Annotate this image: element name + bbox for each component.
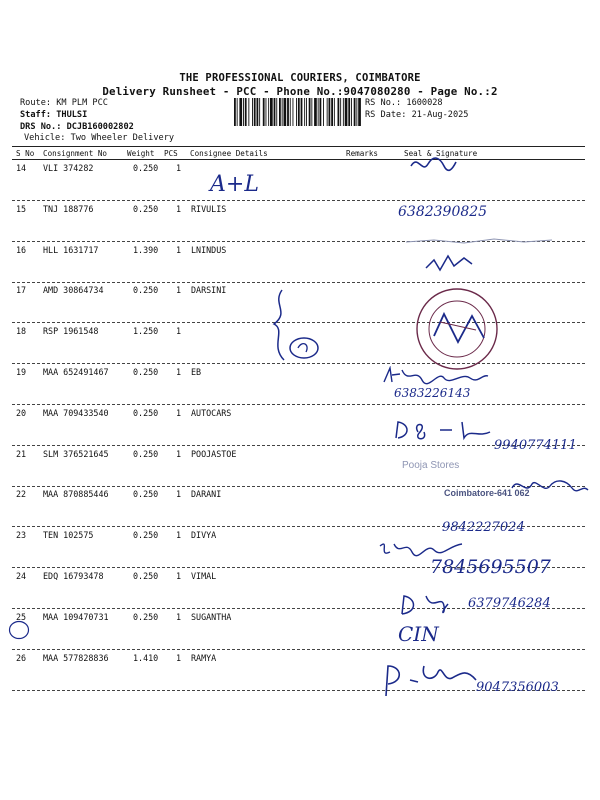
col-signature: Seal & Signature: [404, 149, 478, 158]
row-consignment-no: RSP 1961548: [43, 326, 99, 337]
row-sno: 24: [16, 571, 27, 581]
col-sno: S No: [16, 149, 35, 158]
col-consignment: Consignment No: [43, 149, 108, 158]
row-consignee: POOJASTOE: [191, 448, 237, 459]
row-sno: 25: [16, 611, 27, 622]
row-consignee: DARSINI: [191, 285, 227, 296]
phone-note-24: 6379746284: [468, 596, 551, 611]
row-consignee: VIMAL: [191, 571, 217, 581]
col-weight: Weight: [127, 149, 155, 158]
row-weight: 0.250: [133, 163, 159, 173]
row-weight: 0.250: [133, 530, 159, 541]
row-consignee: RAMYA: [191, 652, 217, 663]
row-weight: 0.250: [133, 367, 159, 377]
row-pcs: 1: [176, 407, 182, 418]
row-consignment-no: MAA 109470731: [43, 611, 109, 622]
table-row: [12, 608, 585, 650]
row-weight: 0.250: [133, 611, 159, 622]
col-consignee: Consignee Details: [190, 149, 268, 158]
signature-26: [380, 660, 480, 704]
row-consignment-no: HLL 1631717: [43, 244, 99, 255]
circled-row-marker: [8, 620, 30, 640]
row-consignment-no: MAA 709433540: [43, 407, 109, 418]
signature-24: [398, 592, 468, 622]
row-weight: 1.390: [133, 244, 159, 255]
col-remarks: Remarks: [346, 149, 379, 158]
row-pcs: 1: [176, 326, 182, 337]
signature-16: [424, 252, 474, 278]
row-pcs: 1: [176, 652, 182, 663]
signature-17-18: [266, 286, 326, 370]
faded-scribble-16: [404, 234, 554, 251]
rs-date: RS Date: 21-Aug-2025: [365, 110, 469, 120]
stamp-city: Coimbatore-641 062: [444, 488, 530, 498]
row-consignee: DARANI: [191, 489, 222, 500]
row-sno: 26: [16, 652, 27, 663]
atl-note: A+L: [210, 172, 259, 197]
row-consignee: EB: [191, 367, 202, 377]
phone-note-19: 6383226143: [394, 386, 471, 400]
row-pcs: 1: [176, 163, 182, 173]
row-sno: 21: [16, 448, 27, 459]
drs-label: DRS No.: DCJB160002802: [20, 122, 134, 132]
row-weight: 1.410: [133, 652, 159, 663]
row-sno: 17: [16, 285, 27, 296]
row-weight: 0.250: [133, 285, 159, 296]
row-weight: 0.250: [133, 448, 159, 459]
rs-number: RS No.: 1600028: [365, 98, 443, 108]
row-sno: 23: [16, 530, 27, 541]
row-pcs: 1: [176, 367, 182, 377]
table-header: [12, 146, 585, 160]
vehicle-label: Vehicle: Two Wheeler Delivery: [24, 133, 175, 143]
row-consignee: LNINDUS: [191, 244, 227, 255]
row-consignment-no: AMD 30864734: [43, 285, 104, 296]
row-sno: 18: [16, 326, 27, 337]
phone-note-23: 9842227024: [442, 520, 525, 535]
phone-note-20: 9940774111: [494, 438, 577, 453]
row-consignee: DIVYA: [191, 530, 217, 541]
cin-note-25: CIN: [398, 622, 439, 646]
stamp-store-name: Pooja Stores: [402, 460, 460, 471]
row-consignment-no: MAA 577828836: [43, 652, 109, 663]
row-pcs: 1: [176, 571, 182, 581]
row-sno: 14: [16, 163, 27, 173]
row-consignment-no: EDQ 16793478: [43, 571, 104, 581]
signature-14: [408, 152, 458, 181]
route-label: Route: KM PLM PCC: [20, 98, 108, 108]
row-weight: 0.250: [133, 489, 159, 500]
runsheet-subtitle: Delivery Runsheet - PCC - Phone No.:9047080280 - Page No.:2: [102, 85, 498, 98]
row-sno: 15: [16, 203, 27, 214]
row-weight: 0.250: [133, 203, 159, 214]
row-pcs: 1: [176, 611, 182, 622]
row-consignee: AUTOCARS: [191, 407, 232, 418]
signature-20: [392, 418, 502, 446]
staff-label: Staff: THULSI: [20, 110, 88, 120]
phone-note-15: 6382390825: [398, 204, 488, 220]
row-sno: 22: [16, 489, 27, 500]
phone-note-23b: 7845695507: [430, 556, 551, 578]
row-sno: 16: [16, 244, 27, 255]
barcode: [234, 98, 361, 126]
row-pcs: 1: [176, 285, 182, 296]
row-weight: 1.250: [133, 326, 159, 337]
phone-note-26: 9047356003: [476, 680, 559, 695]
row-consignee: RIVULIS: [191, 203, 227, 214]
row-pcs: 1: [176, 448, 182, 459]
row-pcs: 1: [176, 530, 182, 541]
row-sno: 19: [16, 367, 27, 377]
row-consignment-no: TNJ 188776: [43, 203, 94, 214]
company-title: THE PROFESSIONAL COURIERS, COIMBATORE: [179, 72, 421, 84]
row-weight: 0.250: [133, 407, 159, 418]
table-row: [12, 159, 585, 201]
signature-21: [510, 474, 590, 502]
row-pcs: 1: [176, 244, 182, 255]
row-sno: 20: [16, 407, 27, 418]
col-pcs: PCS: [164, 149, 178, 158]
row-pcs: 1: [176, 489, 182, 500]
row-consignment-no: MAA 870885446: [43, 489, 109, 500]
row-consignment-no: SLM 376521645: [43, 448, 109, 459]
row-consignment-no: VLI 374282: [43, 163, 94, 173]
row-weight: 0.250: [133, 571, 159, 581]
row-consignee: SUGANTHA: [191, 611, 232, 622]
company-seal-stamp: [414, 286, 500, 372]
row-pcs: 1: [176, 203, 182, 214]
row-consignment-no: TEN 102575: [43, 530, 94, 541]
row-consignment-no: MAA 652491467: [43, 367, 109, 377]
